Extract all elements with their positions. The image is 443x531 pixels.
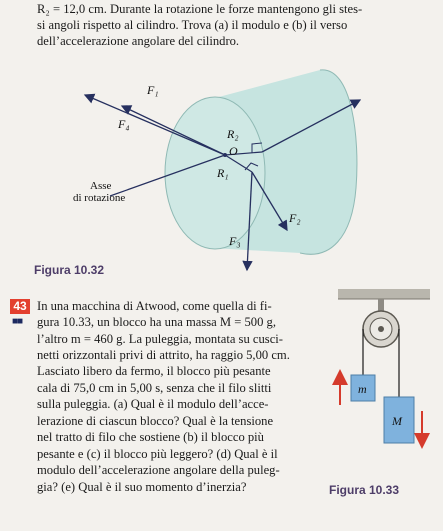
label-block-M: M (392, 414, 402, 428)
figure-10-33 (318, 287, 438, 487)
problem-line-10: pesante e (c) il blocco più leggero? (d) Qual è il (37, 447, 278, 461)
top-text-line3: dell’accelerazione angolare del cilindro. (37, 34, 240, 48)
problem-line-9: nel tratto di filo che sostiene (b) il blocco più (37, 430, 264, 444)
problem-line-8: lerazione di ciascun blocco? Qual è la tensione (37, 414, 274, 428)
problem-line-3: l’altro m = 460 g. La puleggia, montata su cusci- (37, 332, 283, 346)
label-block-m: m (358, 382, 367, 396)
label-r2: R₂ (227, 127, 239, 141)
label-f2: F₂ (289, 211, 301, 225)
figure-10-32-caption: Figura 10.32 (34, 263, 105, 277)
problem-line-5: Lasciato libero da fermo, il blocco più pesante (37, 364, 271, 378)
problem-number-badge: 43 (10, 299, 30, 314)
problem-line-12: gia? (e) Qual è il suo momento d’inerzia? (37, 480, 247, 494)
figure-10-32 (0, 48, 443, 280)
cylinder (165, 70, 357, 254)
problem-line-4: netti orizzontali privi di attrito, ha raggio 5,00 cm. (37, 348, 290, 362)
problem-line-11: modulo dell’accelerazione angolare della puleg- (37, 463, 280, 477)
label-r1: R₁ (217, 166, 229, 180)
problem-line-7: sulla puleggia. (a) Qual è il modulo dell’acce- (37, 397, 269, 411)
label-axis-line2: di rotazione (73, 192, 126, 204)
label-f3: F₃ (229, 234, 241, 248)
top-text-line1: R₂ = 12,0 cm. Durante la rotazione le forze mantengono gli stes- (37, 2, 363, 16)
label-o: O (229, 144, 238, 158)
pulley (363, 311, 399, 347)
ceiling (338, 289, 430, 299)
label-f4: F₄ (118, 117, 130, 131)
origin-point (223, 153, 227, 157)
label-f1: F₁ (147, 83, 159, 97)
top-text-line2: si angoli rispetto al cilindro. Trova (a) il modulo e (b) il verso (37, 18, 348, 32)
figure-10-33-caption: Figura 10.33 (329, 483, 400, 497)
label-axis-line1: Asse (90, 180, 112, 192)
problem-line-1: In una macchina di Atwood, come quella di fi- (37, 299, 272, 313)
difficulty-marker: ■■ (12, 316, 23, 327)
problem-line-6: cala di 75,0 cm in 5,00 s, senza che il filo slitti (37, 381, 272, 395)
problem-line-2: gura 10.33, un blocco ha una massa M = 500 g, (37, 315, 276, 329)
